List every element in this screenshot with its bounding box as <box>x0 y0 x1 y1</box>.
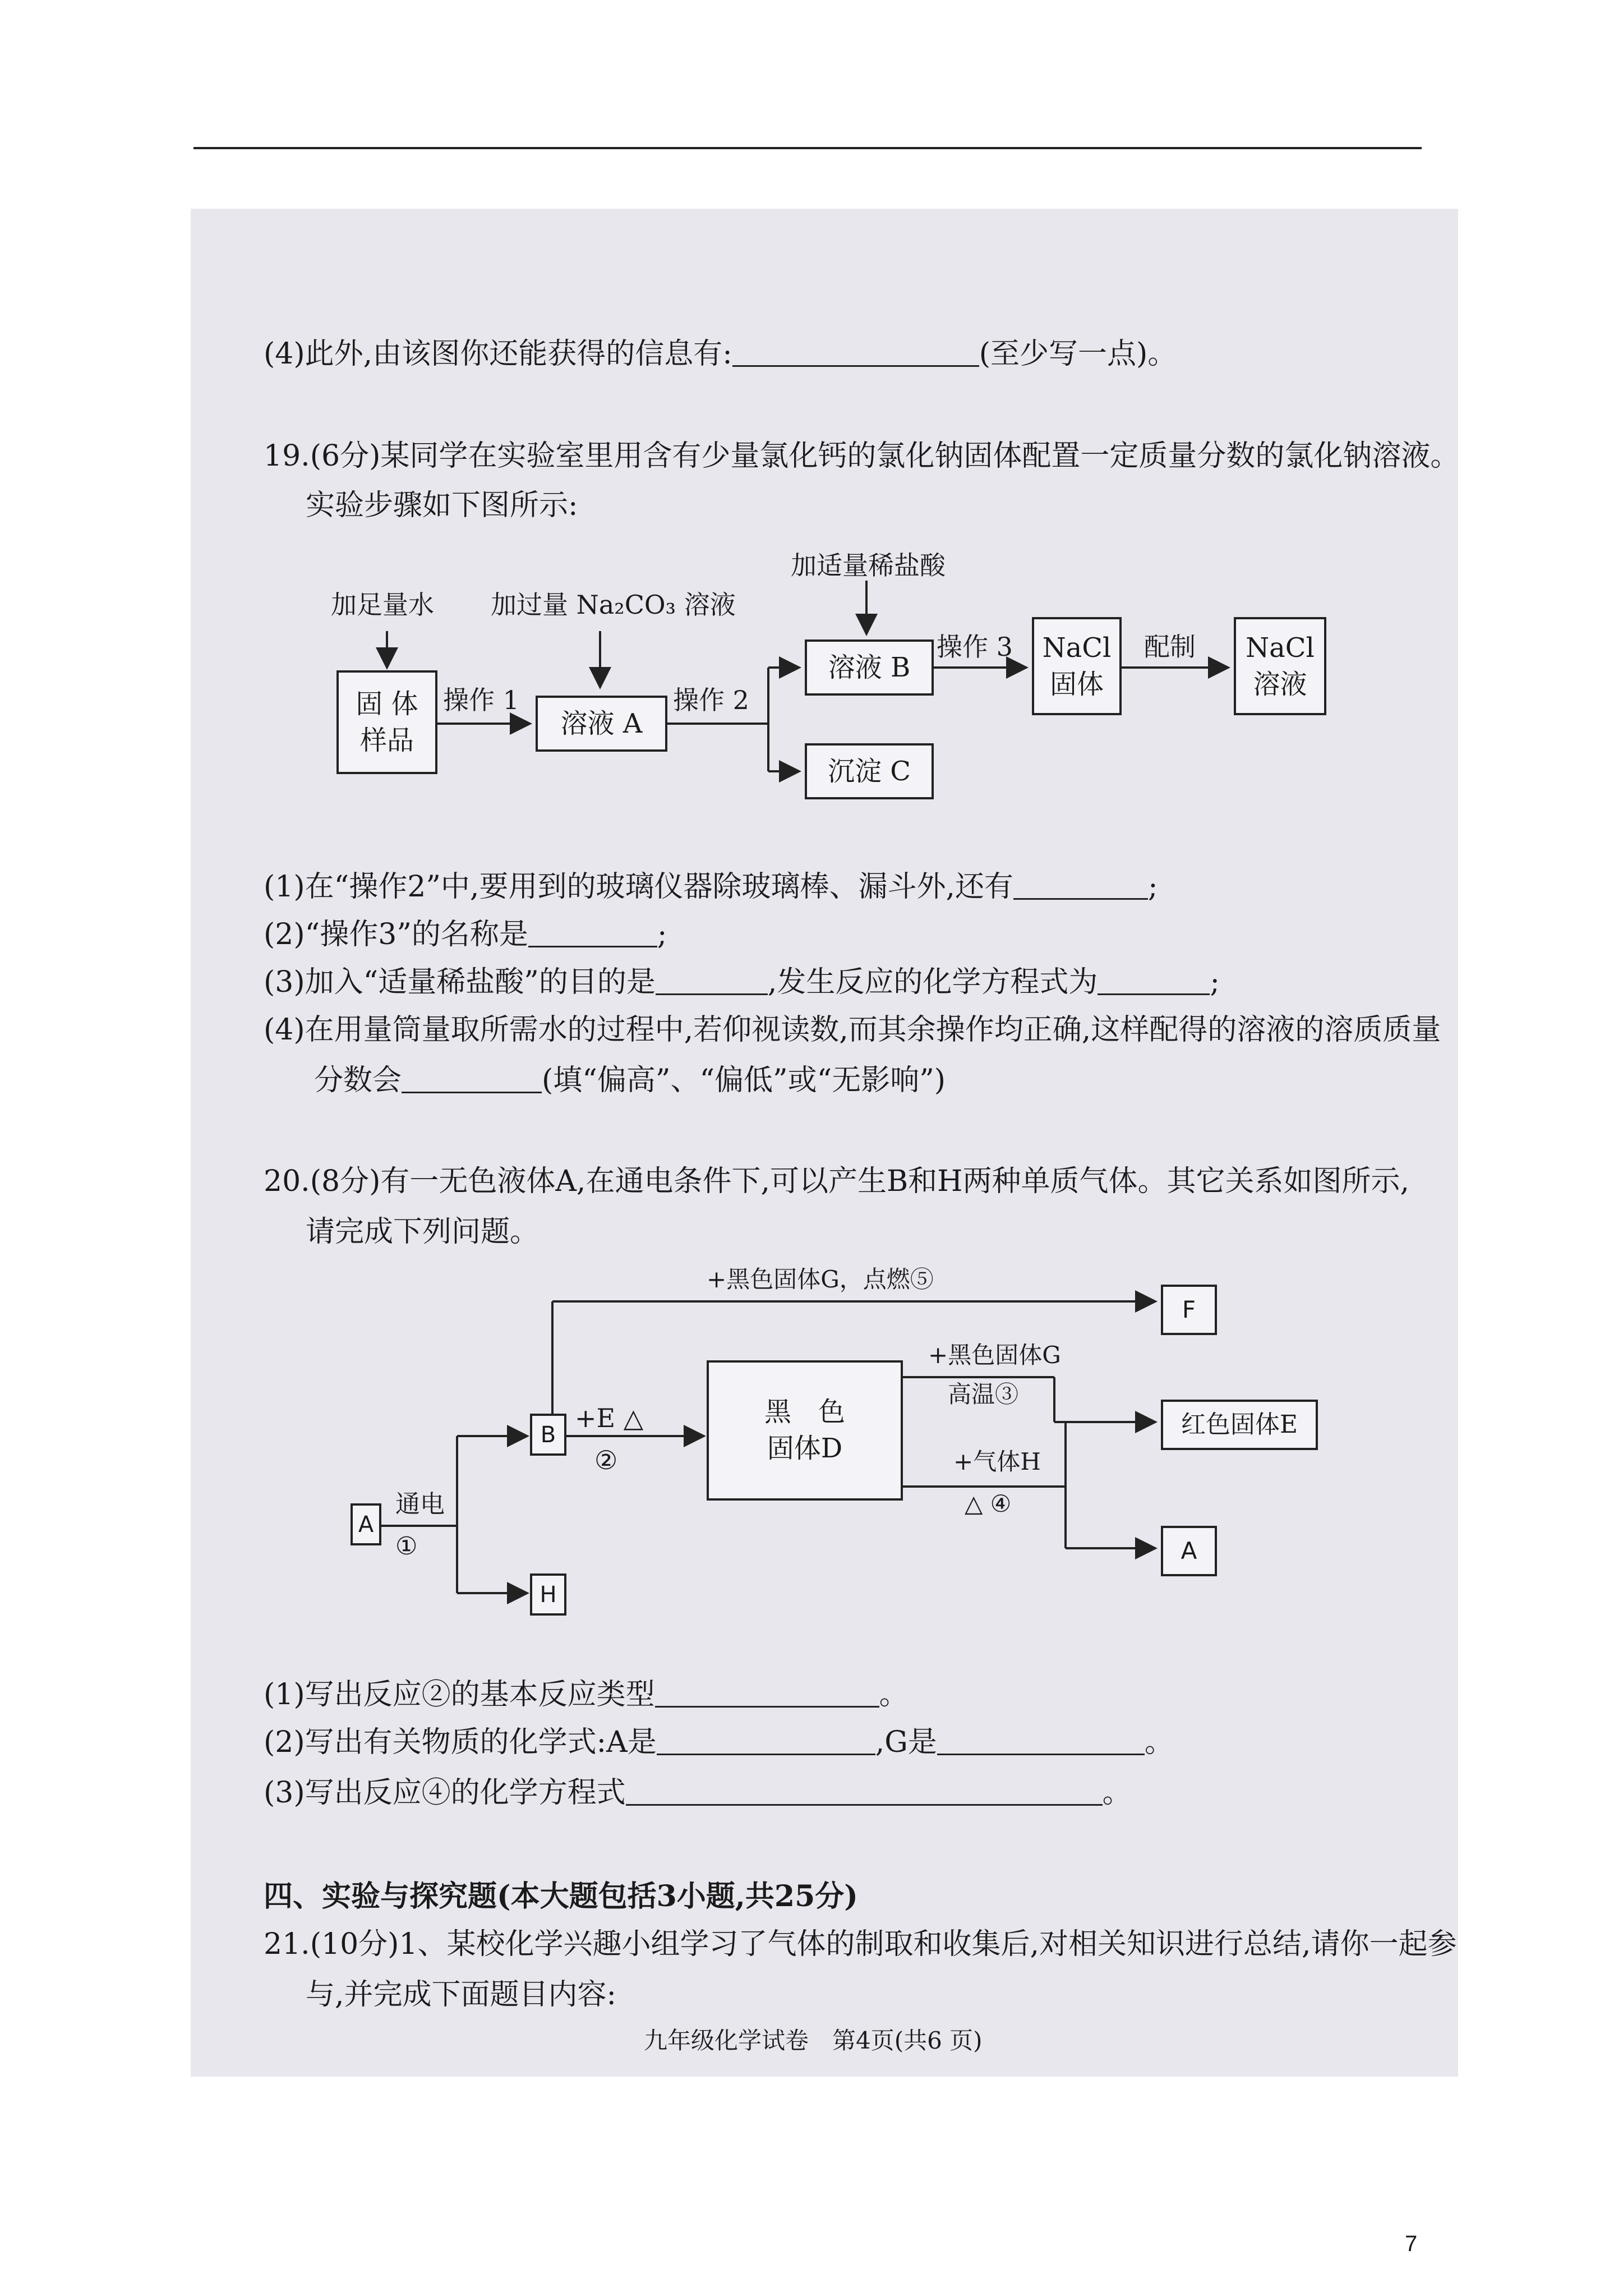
q20-line1: 20.(8分)有一无色液体A,在通电条件下,可以产生B和H两种单质气体。其它关系如图所示, <box>264 1165 1410 1198</box>
answer-blank[interactable] <box>657 1729 875 1755</box>
precipitate-c-box: 沉淀 C <box>805 743 934 799</box>
section-4-heading: 四、实验与探究题(本大题包括3小题,共25分) <box>264 1879 858 1913</box>
q21-line1: 21.(10分)1、某校化学兴趣小组学习了气体的制取和收集后,对相关知识进行总结,请你一起参 <box>264 1927 1457 1961</box>
q19-part1: (1)在“操作2”中,要用到的玻璃仪器除玻璃棒、漏斗外,还有 ; <box>264 870 1158 904</box>
q19-line2: 实验步骤如下图所示: <box>306 489 578 522</box>
label-add-hcl: 加适量稀盐酸 <box>791 550 946 581</box>
box-b: B <box>530 1414 566 1456</box>
solution-a-box: 溶液 A <box>536 696 667 752</box>
answer-blank[interactable] <box>937 1729 1145 1755</box>
nacl-solid-box: NaCl 固体 <box>1032 617 1122 715</box>
label-add-na2co3: 加过量 Na₂CO₃ 溶液 <box>491 590 736 620</box>
q20-part3: (3)写出反应④的化学方程式 。 <box>264 1776 1132 1810</box>
label-plus-e-heat: +E △ <box>575 1403 644 1433</box>
q19-part4b: 分数会 (填“偏高”、“偏低”或“无影响”) <box>314 1064 946 1097</box>
box-f: F <box>1161 1285 1217 1335</box>
box-black-solid-d: 黑 色 固体D <box>707 1360 903 1501</box>
label-op2: 操作 2 <box>673 685 749 715</box>
solid-sample-box: 固 体 样品 <box>336 670 437 774</box>
label-op1: 操作 1 <box>443 685 519 715</box>
answer-blank[interactable] <box>626 1779 1103 1806</box>
label-op3: 操作 3 <box>937 632 1013 662</box>
label-black-solid-g-ignite: +黑色固体G，点燃⑤ <box>707 1266 934 1293</box>
label-gas-h: +气体H <box>953 1448 1041 1475</box>
box-red-solid-e: 红色固体E <box>1161 1400 1318 1450</box>
q19-part2: (2)“操作3”的名称是 ; <box>264 918 667 951</box>
label-reaction-1: ① <box>395 1532 418 1561</box>
q20-part1: (1)写出反应②的基本反应类型 。 <box>264 1678 909 1711</box>
q21-line2: 与,并完成下面题目内容: <box>306 1978 617 2012</box>
box-a: A <box>351 1503 381 1545</box>
q20-line2: 请完成下列问题。 <box>306 1215 540 1249</box>
box-a-product: A <box>1161 1526 1217 1576</box>
q19-line1: 19.(6分)某同学在实验室里用含有少量氯化钙的氯化钠固体配置一定质量分数的氯化钠溶液。 <box>264 439 1460 473</box>
answer-blank[interactable] <box>655 1681 879 1708</box>
label-add-water: 加足量水 <box>331 590 434 620</box>
page-number: 7 <box>1405 2231 1418 2256</box>
label-prepare: 配制 <box>1144 632 1196 662</box>
label-reaction-2: ② <box>594 1445 618 1475</box>
label-black-solid-g: +黑色固体G <box>928 1341 1061 1369</box>
page-footer: 九年级化学试卷 第4页(共6 页) <box>644 2027 983 2054</box>
label-high-temp-3: 高温③ <box>948 1381 1019 1408</box>
q19-part4a: (4)在用量筒量取所需水的过程中,若仰视读数,而其余操作均正确,这样配得的溶液的溶质质量 <box>264 1013 1441 1047</box>
q18-part4: (4)此外,由该图你还能获得的信息有: (至少写一点)。 <box>264 337 1177 371</box>
solution-b-box: 溶液 B <box>805 639 934 696</box>
label-heat-4: △ ④ <box>965 1490 1012 1517</box>
box-h: H <box>530 1573 566 1616</box>
q19-part3: (3)加入“适量稀盐酸”的目的是 ,发生反应的化学方程式为 ; <box>264 965 1220 999</box>
nacl-solution-box: NaCl 溶液 <box>1234 617 1326 715</box>
label-electrolysis: 通电 <box>395 1490 445 1519</box>
q20-part2: (2)写出有关物质的化学式:A是 ,G是 。 <box>264 1726 1174 1759</box>
